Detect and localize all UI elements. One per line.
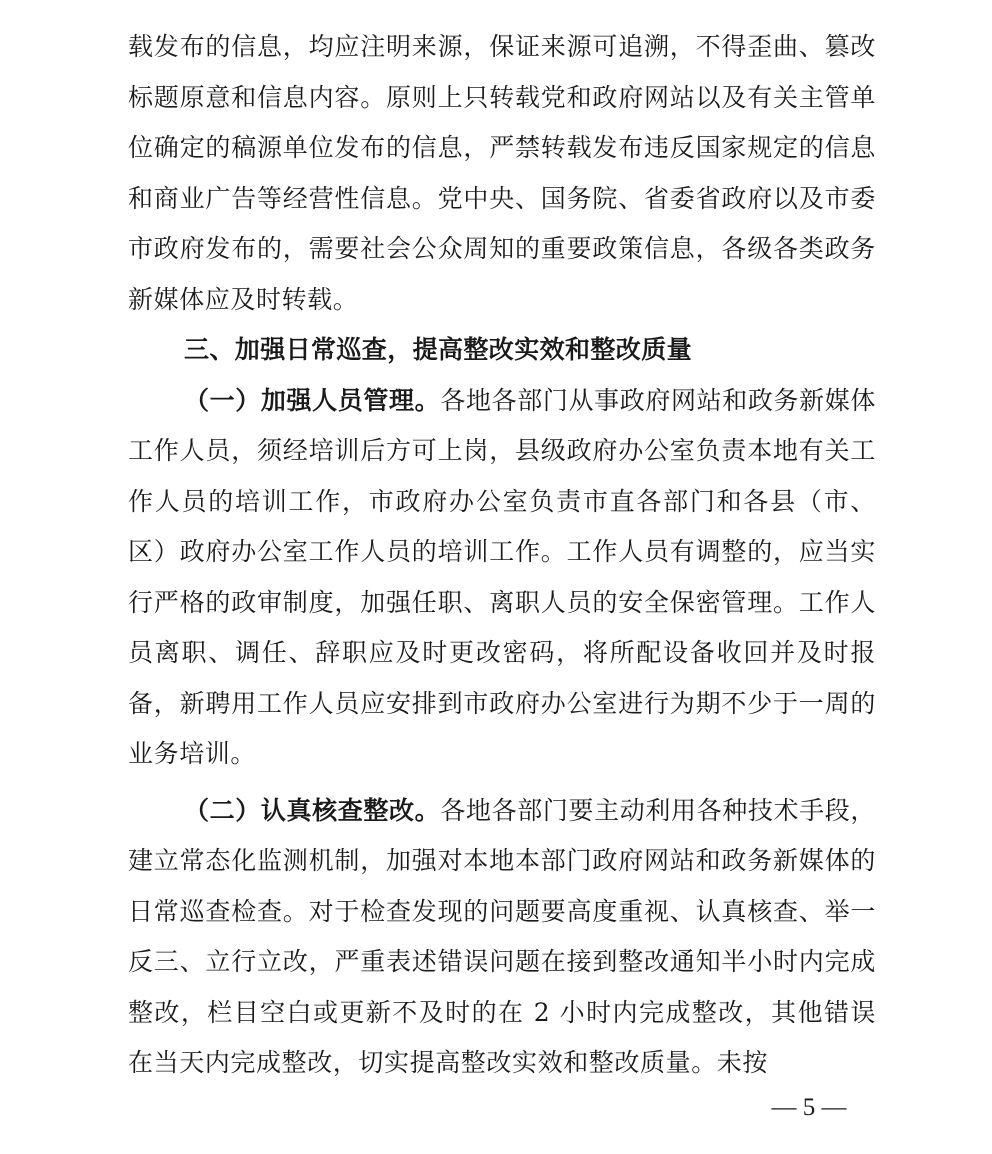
paragraph-lead-verification-rectification: （二）认真核查整改。 [184, 795, 441, 825]
paragraph-lead-personnel-management: （一）加强人员管理。 [184, 385, 441, 415]
paragraph-personnel-management [128, 376, 876, 780]
paragraph-body-personnel-management: 各地各部门从事政府网站和政务新媒体工作人员，须经培训后方可上岗，县级政府办公室负责本地有关工作人员的培训工作，市政府办公室负责市直各部门和各县（市、区）政府办公室工作人员的培训工作。工作人员有调整的，应当实行严格的政审制度，加强任职、离职人员的安全保密管理。工作人员离职、调任、辞职应及时更改密码，将所配设备收回并及时报备，新聘用工作人员应安排到市政府办公室进行为期不少于一周的业务培训。 [128, 385, 876, 768]
paragraph-verification-rectification [128, 786, 876, 1089]
paragraph-body-verification-rectification: 各地各部门要主动利用各种技术手段，建立常态化监测机制，加强对本地本部门政府网站和政务新媒体的日常巡查检查。对于检查发现的问题要高度重视、认真核查、举一反三、立行立改，严重表述错误问题在接到整改通知半小时内完成整改，栏目空白或更新不及时的在 2 小时内完成整改，其他错误在当天内完成整改，切实提高整改实效和整改质量。未按 [128, 795, 876, 1077]
page-number: — 5 — [771, 1094, 847, 1121]
section-heading: 三、加强日常巡查，提高整改实效和整改质量 [184, 335, 693, 364]
paragraph-continuation: 载发布的信息，均应注明来源，保证来源可追溯，不得歪曲、篡改标题原意和信息内容。原则上只转载党和政府网站以及有关主管单位确定的稿源单位发布的信息，严禁转载发布违反国家规定的信息和商业广告等经营性信息。党中央、国务院、省委省政府以及市委市政府发布的，需要社会公众周知的重要政策信息，各级各类政务新媒体应及时转载。 [128, 32, 876, 314]
document-body [128, 22, 876, 1089]
